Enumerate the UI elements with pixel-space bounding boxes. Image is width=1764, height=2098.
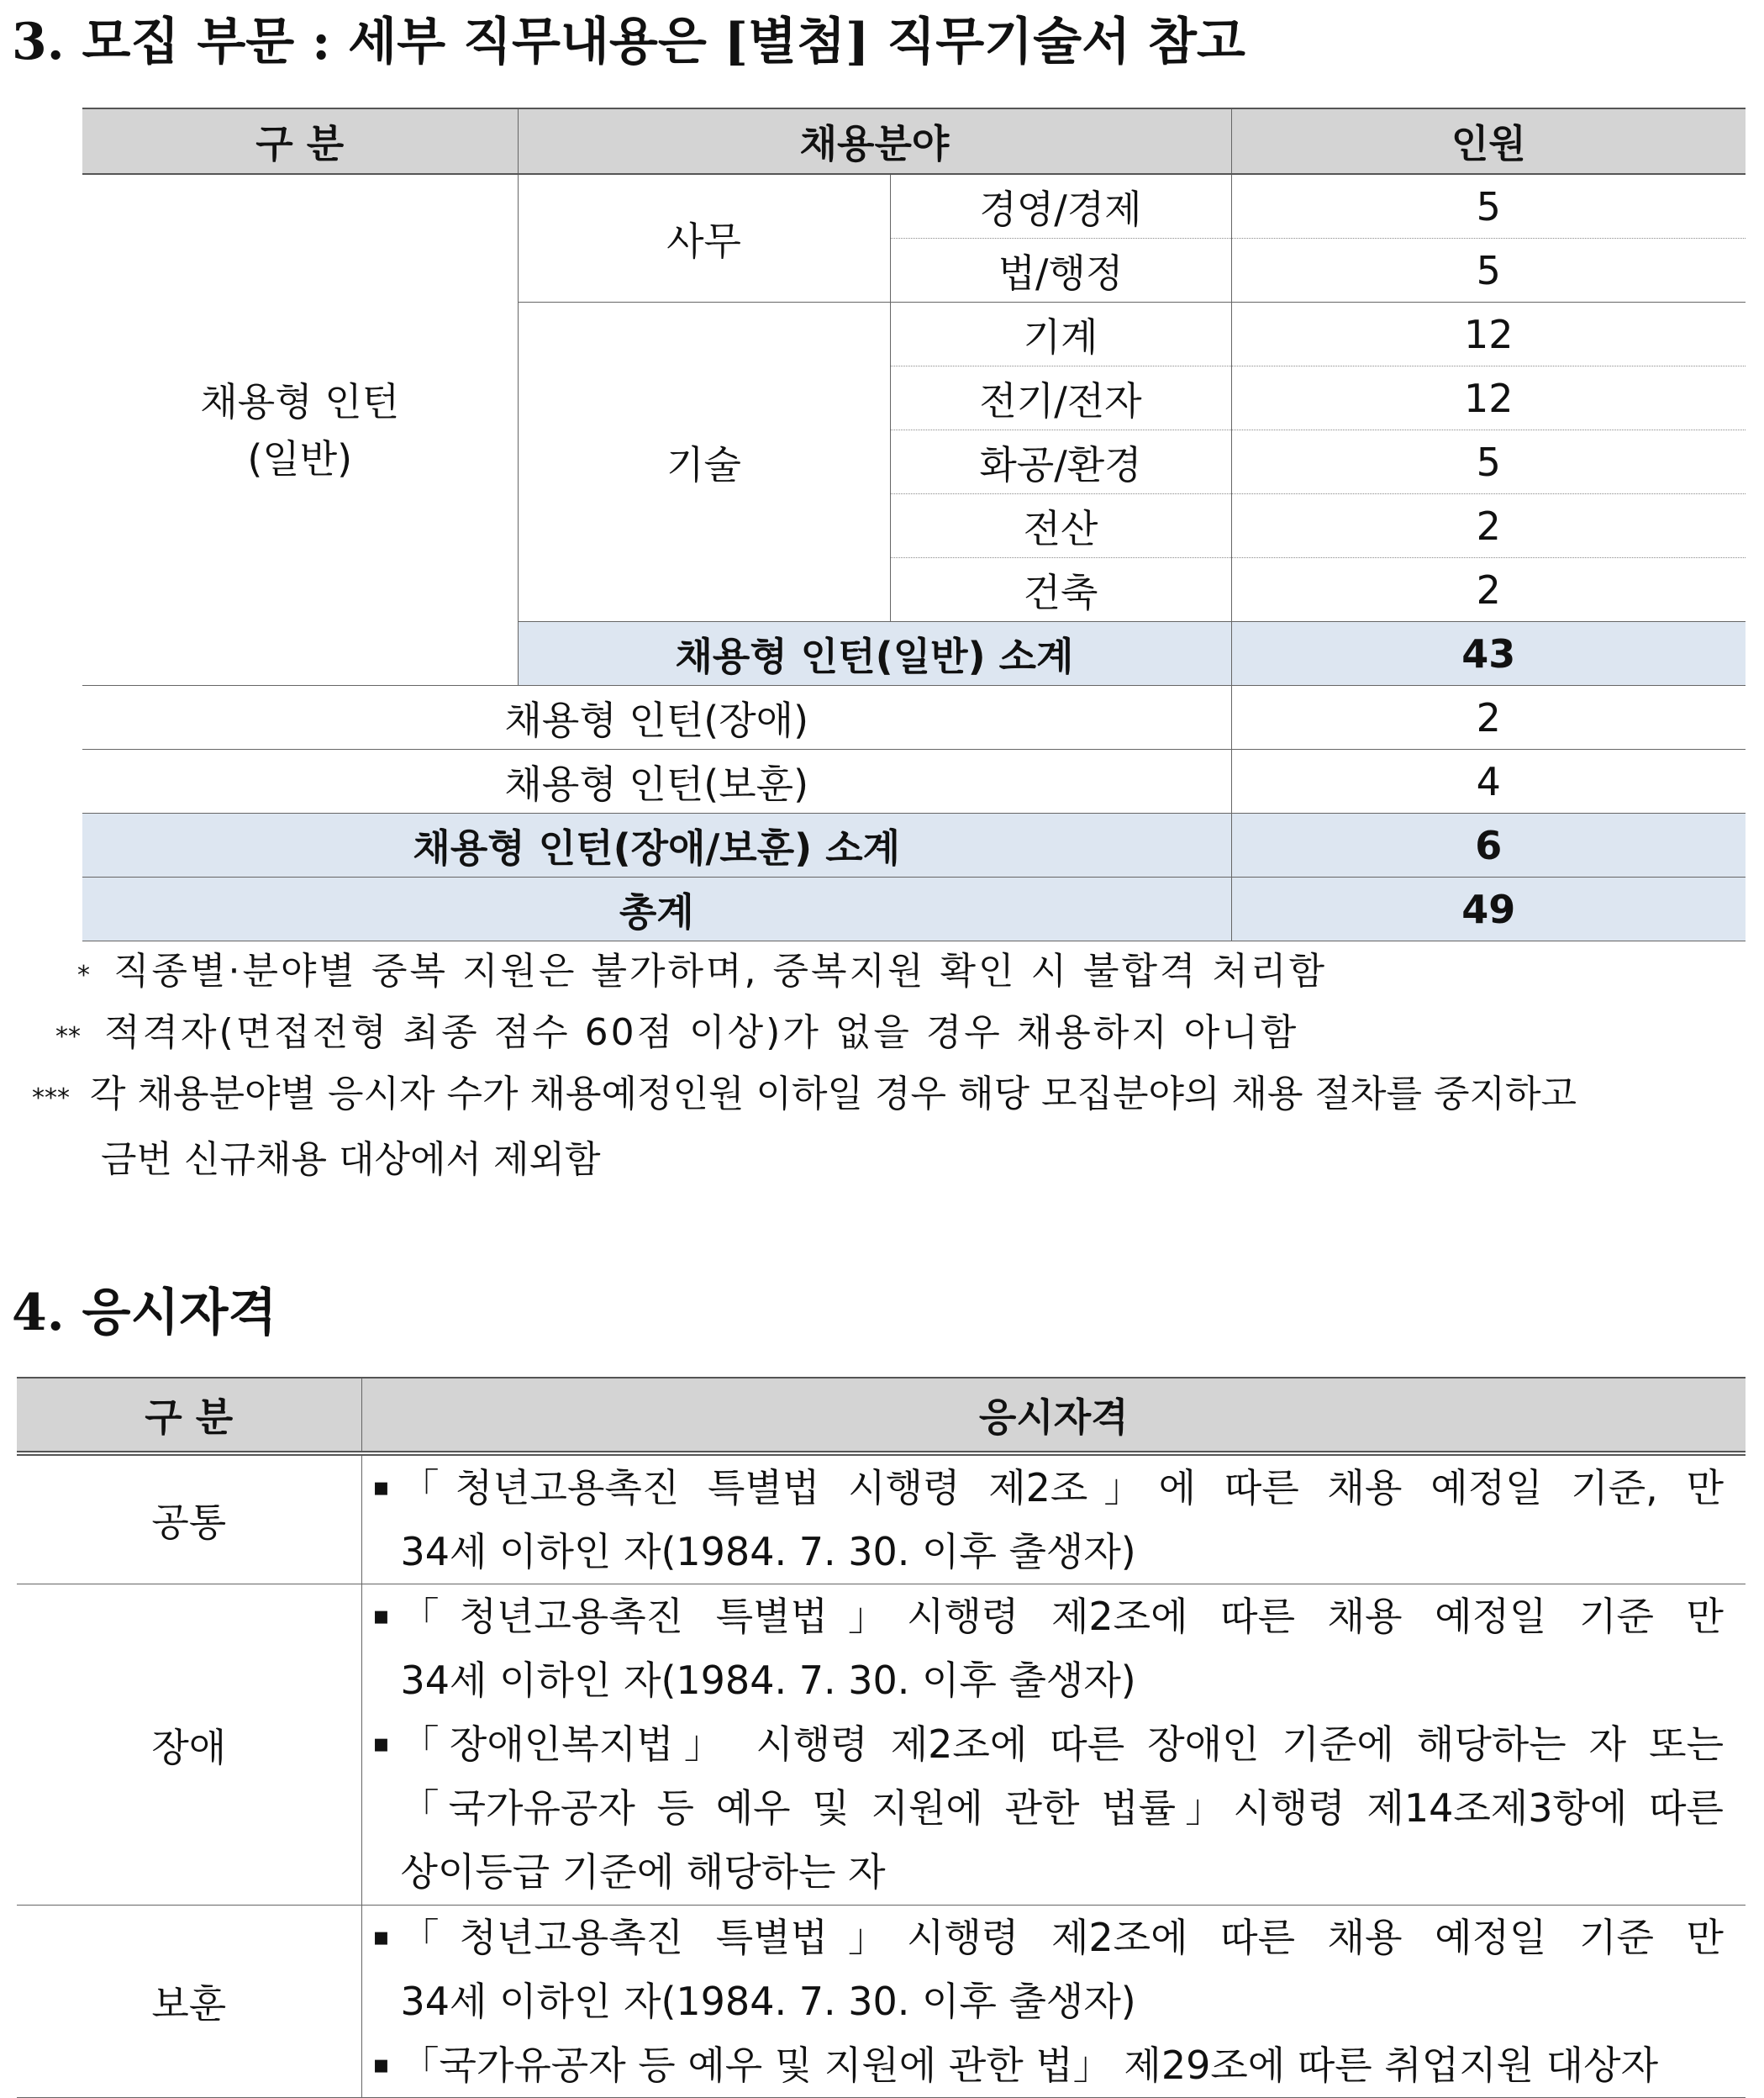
general-intern-label-line1: 채용형 인턴: [200, 378, 400, 424]
disabled-intern-count: 2: [1231, 686, 1746, 750]
count-cell: 5: [1231, 239, 1746, 303]
bullet-item: [362, 1906, 1725, 1969]
header-field: 채용분야: [518, 108, 1231, 174]
bullet-item: [362, 1584, 1725, 1648]
qualification-cell: [361, 1453, 1746, 1584]
bullet-text: 「국가유공자 등 예우 및 지원에 관한 법률」시행령 제14조제3항에 따른: [400, 1785, 1724, 1831]
note-3-text: 각 채용분야별 응시자 수가 채용예정인원 이하일 경우 해당 모집분야의 채용 절차를 중지하고: [90, 1073, 1577, 1115]
table-row: [82, 686, 1746, 750]
qualification-cell: [361, 1584, 1746, 1906]
general-intern-label-line2: (일반): [247, 435, 353, 482]
note-1: [77, 950, 1327, 993]
recruitment-table: [82, 108, 1746, 941]
bullet-icon: ▪: [372, 1922, 390, 1952]
note-2-text: 적격자(면접전형 최종 점수 60점 이상)가 없을 경우 채용하지 아니함: [104, 1011, 1299, 1054]
bullet-text: 「국가유공자 등 예우 및 지원에 관한 법」 제29조에 따른 취업지원 대상자: [400, 2043, 1659, 2088]
total-label: 총계: [82, 878, 1231, 941]
note-2: [55, 1011, 1299, 1054]
bullet-text-continuation: 34세 이하인 자(1984. 7. 30. 이후 출생자): [400, 1979, 1136, 2024]
bullet-text-continuation: 34세 이하인 자(1984. 7. 30. 이후 출생자): [400, 1658, 1136, 1703]
table-row: [82, 750, 1746, 814]
special-subtotal-count: 6: [1231, 814, 1746, 878]
count-cell: 12: [1231, 303, 1746, 366]
header-category: 구 분: [17, 1378, 361, 1453]
section-3-heading: 3. 모집 부문 : 세부 직무내용은 [별첨] 직무기술서 참고: [12, 13, 1245, 71]
count-cell: 2: [1231, 558, 1746, 622]
bullet-text-continuation: 34세 이하인 자(1984. 7. 30. 이후 출생자): [400, 1529, 1136, 1574]
group-office: 사무: [518, 174, 890, 303]
bullet-item: [362, 1456, 1725, 1520]
field-cell: 화공/환경: [890, 430, 1231, 494]
qualification-table-header: [17, 1378, 1746, 1453]
note-1-text: 직종별·분야별 중복 지원은 불가하며, 중복지원 확인 시 불합격 처리함: [113, 950, 1327, 993]
qualification-row-disabled: [17, 1584, 1746, 1906]
qualification-table: [17, 1377, 1746, 2098]
category-cell: 장애: [17, 1584, 361, 1906]
qualification-row-common: [17, 1453, 1746, 1584]
section-4-heading: 4. 응시자격: [12, 1284, 277, 1342]
group-tech: 기술: [518, 303, 890, 622]
field-cell: 법/행정: [890, 239, 1231, 303]
header-qualification: 응시자격: [361, 1378, 1746, 1453]
qualification-cell: [361, 1906, 1746, 2098]
general-subtotal-label: 채용형 인턴(일반) 소계: [518, 622, 1231, 686]
general-subtotal-count: 43: [1231, 622, 1746, 686]
note-1-mark: *: [77, 961, 90, 990]
bullet-icon: ▪: [372, 1473, 390, 1502]
note-2-mark: **: [55, 1022, 81, 1052]
special-subtotal-label: 채용형 인턴(장애/보훈) 소계: [82, 814, 1231, 878]
total-row: [82, 878, 1746, 941]
bullet-icon: ▪: [372, 2050, 390, 2080]
header-count: 인원: [1231, 108, 1746, 174]
disabled-intern-label: 채용형 인턴(장애): [82, 686, 1231, 750]
general-intern-label: [82, 174, 518, 686]
bullet-icon: ▪: [372, 1601, 390, 1631]
category-cell: 보훈: [17, 1906, 361, 2098]
note-3-continuation: 금번 신규채용 대상에서 제외함: [101, 1138, 601, 1181]
bullet-text-continuation: 상이등급 기준에 해당하는 자: [400, 1849, 886, 1895]
bullet-text: 「청년고용촉진 특별법」시행령 제2조에 따른 채용 예정일 기준 만: [400, 1915, 1724, 1960]
bullet-text-continuation: [362, 1776, 1725, 1840]
recruitment-table-header: [82, 108, 1746, 174]
bullet-text: 「장애인복지법」 시행령 제2조에 따른 장애인 기준에 해당하는 자 또는: [400, 1721, 1724, 1767]
veteran-intern-count: 4: [1231, 750, 1746, 814]
special-subtotal-row: [82, 814, 1746, 878]
veteran-intern-label: 채용형 인턴(보훈): [82, 750, 1231, 814]
bullet-text: 「청년고용촉진 특별법」시행령 제2조에 따른 채용 예정일 기준 만: [400, 1594, 1724, 1639]
bullet-item: [362, 1712, 1725, 1776]
field-cell: 전산: [890, 494, 1231, 558]
field-cell: 기계: [890, 303, 1231, 366]
bullet-icon: ▪: [372, 1729, 390, 1758]
count-cell: 5: [1231, 430, 1746, 494]
total-count: 49: [1231, 878, 1746, 941]
count-cell: 2: [1231, 494, 1746, 558]
bullet-text: 「청년고용촉진 특별법 시행령 제2조」에 따른 채용 예정일 기준, 만: [400, 1465, 1724, 1510]
field-cell: 전기/전자: [890, 366, 1231, 430]
count-cell: 5: [1231, 174, 1746, 239]
bullet-item: [362, 2033, 1725, 2097]
qualification-row-veteran: [17, 1906, 1746, 2098]
category-cell: 공통: [17, 1453, 361, 1584]
note-3: [32, 1073, 1577, 1115]
field-cell: 건축: [890, 558, 1231, 622]
field-cell: 경영/경제: [890, 174, 1231, 239]
header-category: 구 분: [82, 108, 518, 174]
table-row: [82, 174, 1746, 239]
count-cell: 12: [1231, 366, 1746, 430]
note-3-mark: ***: [32, 1083, 70, 1113]
